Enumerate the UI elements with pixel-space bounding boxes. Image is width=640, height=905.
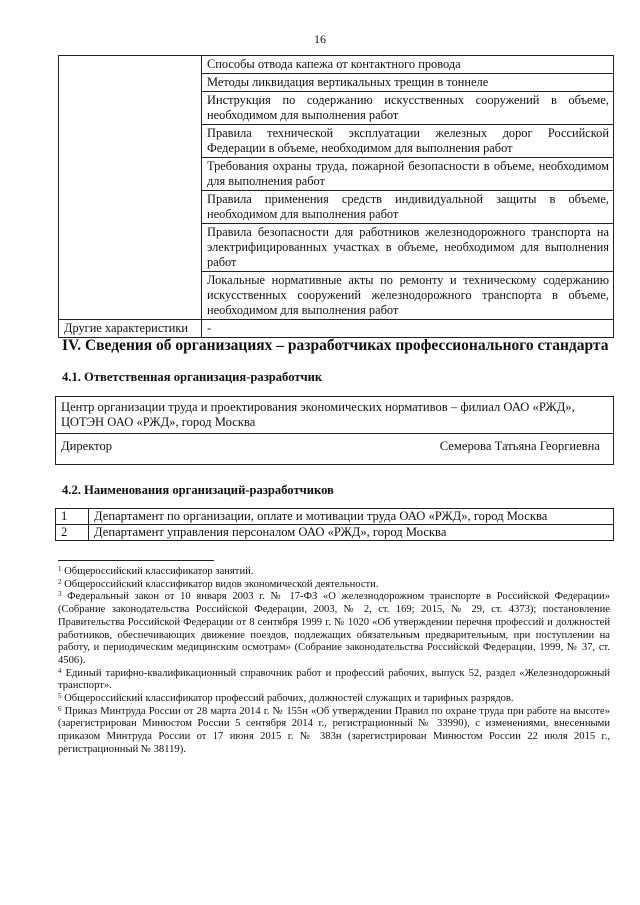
developer-org-name: Департамент управления персоналом ОАО «РЖД», город Москва [89,525,614,541]
requirement-item: Локальные нормативные акты по ремонту и техническому содержанию искусственных сооружений железнодорожного транспорта в объеме, необходимом для выполнения работ [202,272,614,320]
requirement-item: Требования охраны труда, пожарной безопасности в объеме, необходимом для выполнения работ [202,158,614,191]
responsible-org-table [55,396,614,465]
footnote-text: Общероссийский классификатор видов экономической деятельности. [64,578,379,590]
footnote [58,591,610,667]
footnote-text: Федеральный закон от 10 января 2003 г. № 17-ФЗ «О железнодорожном транспорте в Российской Федерации» (Собрание законодательства Российской Федерации, 2003, № 2, ст. 169; 2015, № 29, ст. 4373); постановление Правительства Российской Федерации от 8 сентября 1999 г. № 1020 «Об утверждении перечня профессий и должностей работников, обеспечивающих движение поездов, подлежащих обязательным предварительным, при поступлении на работу, и периодическим медицинским осмотрам» (Собрание законодательства Российской Федерации, 1999, № 37, ст. 4506). [58,591,610,666]
footnote-mark: 1 [58,565,62,573]
director-name: Семерова Татьяна Георгиевна [439,439,600,453]
requirement-item: Инструкция по содержанию искусственных сооружений в объеме, необходимом для выполнения работ [202,92,614,125]
requirement-item: Способы отвода капежа от контактного провода [202,56,614,74]
footnote-mark: 4 [58,666,62,675]
director-position: Директор [61,439,113,453]
footnote-mark: 5 [58,692,62,701]
requirements-table [58,55,614,338]
footnote [58,706,610,757]
footnotes [58,566,610,757]
footnote-separator [58,560,214,561]
table-row [56,525,614,541]
row-number: 2 [56,525,89,541]
footnote-mark: 2 [58,577,62,586]
other-characteristics-value: - [202,320,614,338]
director-row [56,434,614,465]
row-number: 1 [56,509,89,525]
requirement-item: Правила применения средств индивидуальной защиты в объеме, необходимом для выполнения работ [202,191,614,224]
responsible-org-heading: 4.1. Ответственная организация-разработчик [62,370,323,384]
footnote-mark: 3 [58,590,62,599]
footnote [58,693,610,706]
footnote-text: Единый тарифно-квалификационный справочник работ и профессий рабочих, выпуск 52, раздел «Железнодорожный транспорт». [58,667,610,692]
other-characteristics-label: Другие характеристики [59,320,202,338]
developer-orgs-table [55,508,614,541]
footnote-text: Общероссийский классификатор занятий. [64,566,254,577]
page-number: 16 [314,32,326,46]
footnote [58,668,610,693]
empty-label-cell [59,56,202,320]
table-row [59,56,614,74]
footnote-text: Общероссийский классификатор профессий рабочих, должностей служащих и тарифных разрядов. [64,693,514,705]
table-row [56,397,614,434]
section-title: IV. Сведения об организациях – разработчиках профессионального стандарта [62,337,609,354]
footnote [58,566,610,579]
requirement-item: Правила безопасности для работников железнодорожного транспорта на электрифицированных участках в объеме, необходимом для выполнения работ [202,224,614,272]
requirement-item: Правила технической эксплуатации железных дорог Российской Федерации в объеме, необходимом для выполнения работ [202,125,614,158]
developer-org-name: Департамент по организации, оплате и мотивации труда ОАО «РЖД», город Москва [89,509,614,525]
footnote-mark: 6 [58,704,62,713]
table-row [56,509,614,525]
organization-name: Центр организации труда и проектирования экономических нормативов – филиал ОАО «РЖД», ЦОТЭН ОАО «РЖД», город Москва [56,397,614,434]
developer-orgs-heading: 4.2. Наименования организаций-разработчиков [62,483,334,497]
requirement-item: Методы ликвидация вертикальных трещин в тоннеле [202,74,614,92]
footnote [58,579,610,592]
table-row [59,320,614,338]
table-row [56,434,614,465]
footnote-text: Приказ Минтруда России от 28 марта 2014 г. № 155н «Об утверждении Правил по охране труда при работе на высоте» (зарегистрирован Минюстом России 5 сентября 2014 г., регистрационный № 33990), с изменениями, внесенными приказом Минтруда России от 17 июня 2015 г. № 383н (зарегистрирован Минюстом России 22 июля 2015 г., регистрационный № 38119). [58,705,610,755]
